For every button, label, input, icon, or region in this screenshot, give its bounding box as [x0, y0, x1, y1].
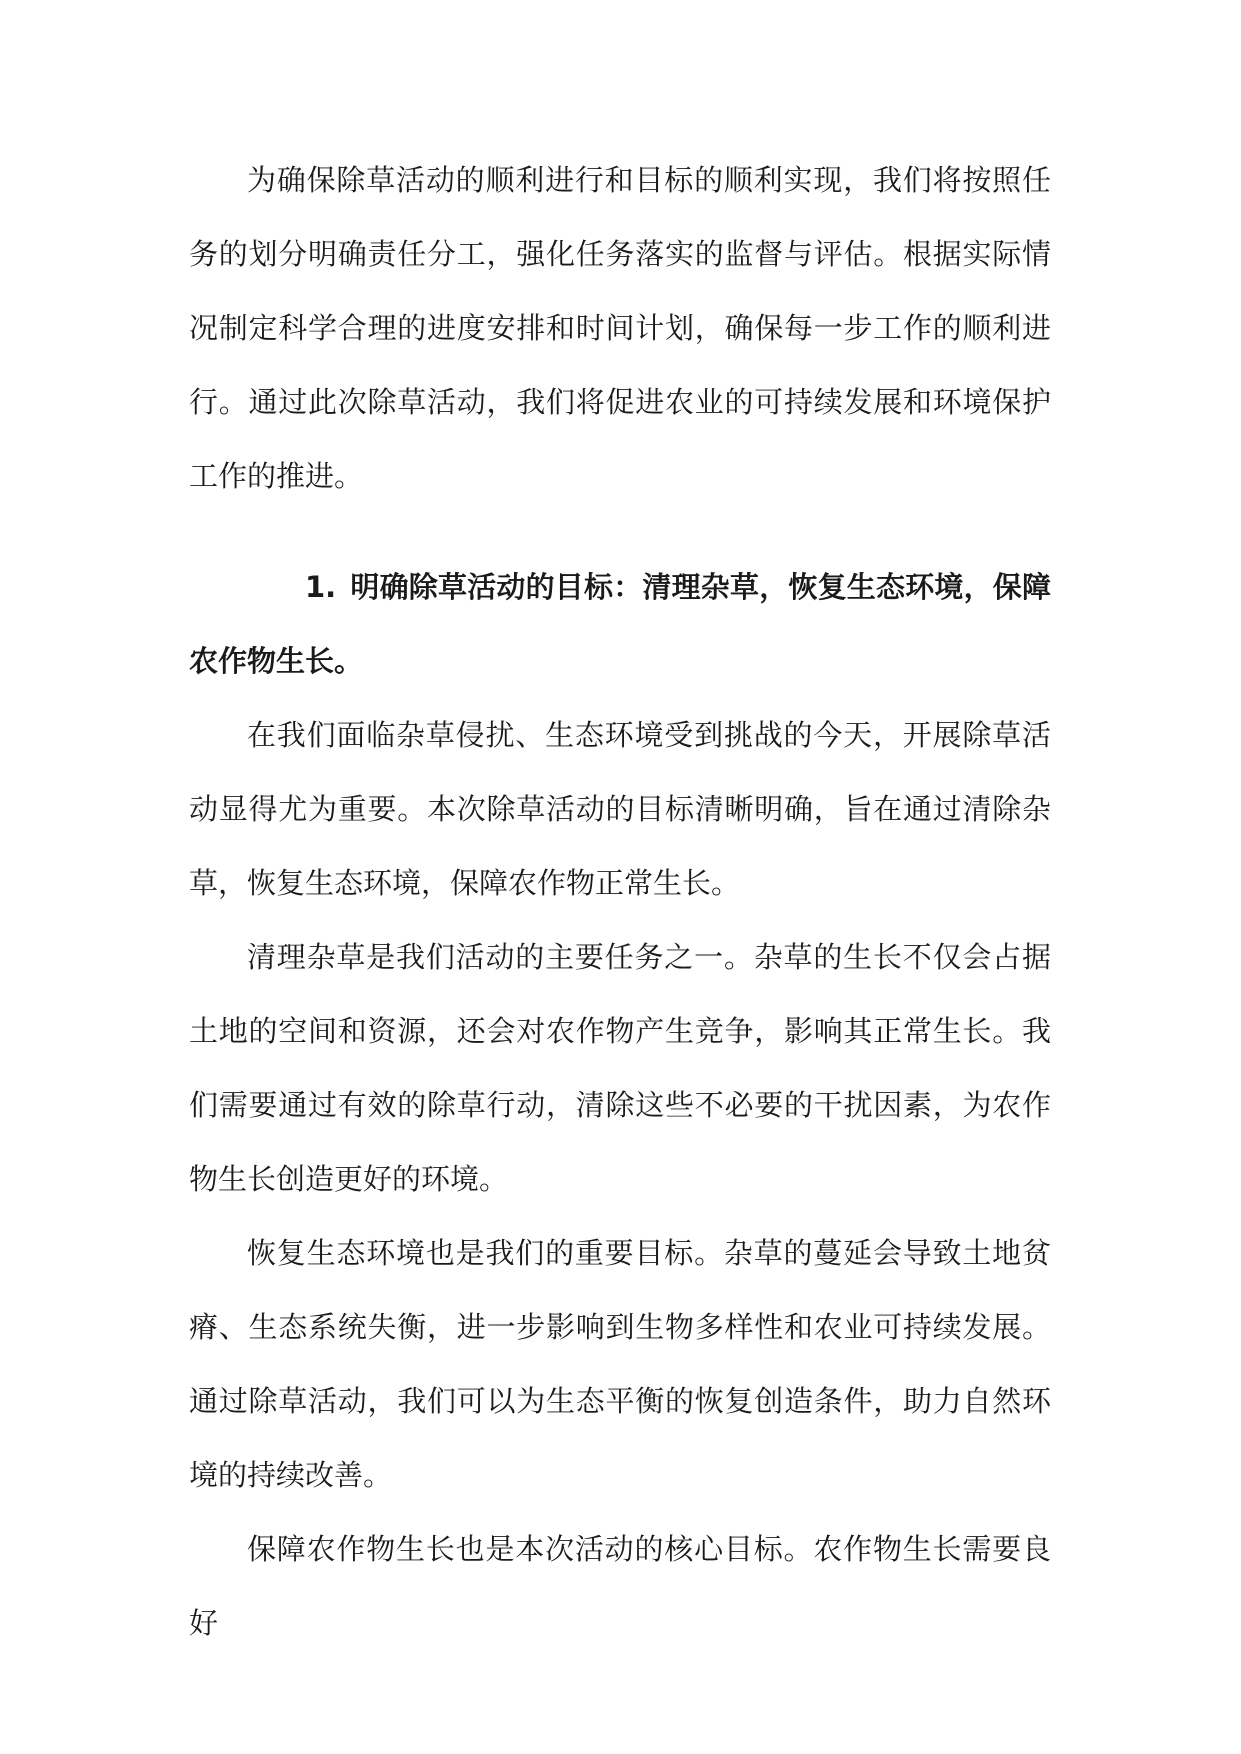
paragraph-clear-weeds: 清理杂草是我们活动的主要任务之一。杂草的生长不仅会占据土地的空间和资源，还会对农作物产生竞争，影响其正常生长。我们需要通过有效的除草行动，清除这些不必要的干扰因素，为农作物生长创造更好的环境。 — [189, 940, 1051, 1196]
section-number: 1. — [305, 570, 337, 604]
paragraph-restore-ecology: 恢复生态环境也是我们的重要目标。杂草的蔓延会导致土地贫瘠、生态系统失衡，进一步影响到生物多样性和农业可持续发展。通过除草活动，我们可以为生态平衡的恢复创造条件，助力自然环境的持续改善。 — [189, 1236, 1051, 1492]
section-title: 明确除草活动的目标：清理杂草，恢复生态环境，保障农作物生长。 — [189, 570, 1051, 678]
intro-paragraph: 为确保除草活动的顺利进行和目标的顺利实现，我们将按照任务的划分明确责任分工，强化任务落实的监督与评估。根据实际情况制定科学合理的进度安排和时间计划，确保每一步工作的顺利进行。通过此次除草活动，我们将促进农业的可持续发展和环境保护工作的推进。 — [189, 163, 1051, 493]
paragraph-protect-crops: 保障农作物生长也是本次活动的核心目标。农作物生长需要良好 — [189, 1532, 1051, 1640]
section-heading — [189, 550, 1051, 698]
document-body — [189, 143, 1051, 1660]
paragraph-goal-overview: 在我们面临杂草侵扰、生态环境受到挑战的今天，开展除草活动显得尤为重要。本次除草活动的目标清晰明确，旨在通过清除杂草，恢复生态环境，保障农作物正常生长。 — [189, 718, 1051, 900]
